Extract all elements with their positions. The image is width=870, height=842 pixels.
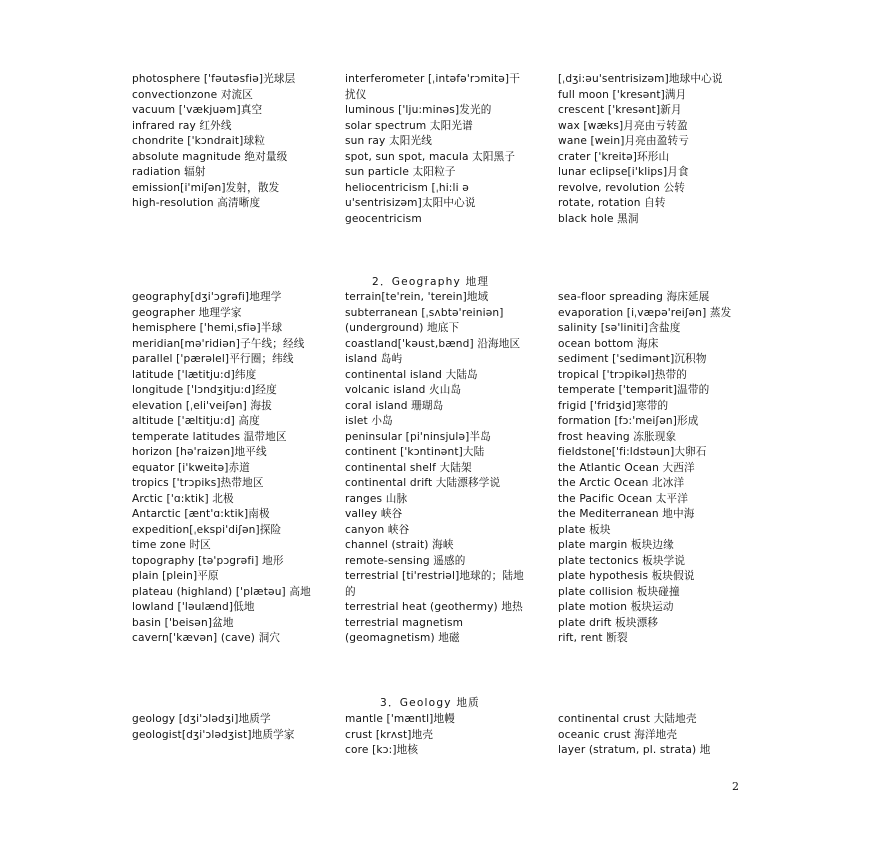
astronomy-column-2 (345, 72, 530, 227)
vocab-entry: black hole 黑洞 (558, 212, 639, 225)
vocab-entry: peninsular [pi'ninsjulə]半岛 (345, 430, 491, 443)
vocab-entry: coastland['kəust,bænd] 沿海地区 (345, 337, 521, 350)
vocab-entry: absolute magnitude 绝对量级 (132, 150, 288, 163)
vocab-entry: tropics ['trɔpiks]热带地区 (132, 477, 264, 489)
vocab-entry: [ˌdʒi:əu'sentrisizəm]地球中心说 (558, 73, 723, 85)
vocab-entry: the Pacific Ocean 太平洋 (558, 492, 688, 505)
vocab-entry: revolve, revolution 公转 (558, 181, 686, 194)
vocab-entry: subterranean [ˌsʌbtə'reiniən] (underground) 地底下 (345, 306, 504, 334)
vocab-entry: Antarctic [ænt'ɑ:ktik]南极 (132, 508, 270, 520)
vocab-entry: convectionzone 对流区 (132, 88, 254, 101)
vocab-entry: continental drift 大陆漂移学说 (345, 477, 501, 489)
vocab-entry: oceanic crust 海洋地壳 (558, 728, 678, 741)
vocab-entry: ranges 山脉 (345, 492, 408, 505)
vocab-entry: frost heaving 冻胀现象 (558, 430, 677, 443)
geology-column-3 (558, 712, 743, 759)
geology-column-1 (132, 712, 317, 759)
vocab-entry: basin ['beisən]盆地 (132, 616, 234, 629)
vocab-entry: islet 小岛 (345, 415, 393, 427)
vocab-entry: radiation 辐射 (132, 166, 206, 178)
vocab-entry: the Mediterranean 地中海 (558, 508, 695, 520)
astronomy-column-3 (558, 72, 743, 227)
vocab-entry: rift, rent 断裂 (558, 632, 628, 644)
vocab-entry: sediment ['sedimənt]沉积物 (558, 353, 707, 365)
vocab-entry: geographer 地理学家 (132, 306, 242, 319)
vocab-entry: full moon ['kresənt]满月 (558, 88, 687, 101)
vocab-entry: topography [tə'pɔgrəfi] 地形 (132, 554, 284, 567)
vocab-entry: interferometer [ˌintəfə'rɔmitə]干扰仪 (345, 73, 520, 101)
vocab-entry: luminous ['lju:minəs]发光的 (345, 104, 492, 116)
vocab-entry: island 岛屿 (345, 353, 403, 365)
vocab-entry: plate tectonics 板块学说 (558, 554, 686, 567)
vocab-entry: plate hypothesis 板块假说 (558, 570, 695, 582)
vocab-entry: geocentricism (345, 212, 422, 225)
vocab-entry: expedition[ˌekspi'diʃən]探险 (132, 523, 282, 536)
vocab-entry: continental shelf 大陆架 (345, 461, 472, 474)
vocab-entry: elevation [ˌeli'veiʃən] 海拔 (132, 399, 272, 412)
vocab-entry: meridian[mə'ridiən]子午线；经线 (132, 337, 305, 350)
geology-block (132, 712, 743, 759)
vocab-entry: sun ray 太阳光线 (345, 135, 432, 147)
vocab-entry: solar spectrum 太阳光谱 (345, 119, 473, 132)
vocab-entry: emission[i'miʃən]发射，散发 (132, 181, 280, 194)
vocab-entry: plate 板块 (558, 523, 611, 536)
vocab-entry: ocean bottom 海床 (558, 337, 659, 350)
vocab-entry: time zone 时区 (132, 539, 211, 551)
vocab-entry: evaporation [iˌvæpə'reiʃən] 蒸发 (558, 306, 732, 319)
geology-column-2 (345, 712, 530, 759)
vocab-entry: frigid ['fridʒid]寒带的 (558, 399, 669, 412)
vocab-entry: fieldstone['fi:ldstəun]大卵石 (558, 446, 707, 458)
vocab-entry: layer (stratum, pl. strata) 地 (558, 744, 711, 756)
vocab-entry: lunar eclipse[i'klips]月食 (558, 166, 689, 178)
vocab-entry: photosphere ['fəutəsfiə]光球层 (132, 73, 296, 85)
vocab-entry: parallel ['pærəlel]平行圈；纬线 (132, 353, 294, 365)
vocab-entry: geologist[dʒi'ɔlədʒist]地质学家 (132, 728, 295, 741)
vocab-entry: horizon [hə'raizən]地平线 (132, 446, 267, 458)
vocab-entry: vacuum ['vækjuəm]真空 (132, 104, 263, 116)
vocab-entry: hemisphere ['hemiˌsfiə]半球 (132, 322, 283, 334)
page-number: 2 (732, 780, 739, 793)
vocab-entry: sea-floor spreading 海床延展 (558, 291, 710, 303)
vocab-entry: rotate, rotation 自转 (558, 197, 666, 209)
vocab-entry: plate margin 板块边缘 (558, 539, 674, 551)
vocab-entry: infrared ray 红外线 (132, 119, 232, 132)
vocab-entry: latitude ['lætitju:d]纬度 (132, 368, 257, 381)
vocab-entry: continental island 大陆岛 (345, 368, 478, 381)
vocab-entry: altitude ['æltitju:d] 高度 (132, 415, 260, 427)
geology-heading: 3．Geology 地质 (380, 697, 480, 709)
vocab-entry: crater ['kreitə]环形山 (558, 150, 670, 163)
vocab-entry: salinity [sə'liniti]含盐度 (558, 322, 681, 334)
vocab-entry: canyon 峡谷 (345, 523, 410, 536)
vocab-entry: remote-sensing 遥感的 (345, 554, 466, 567)
vocab-entry: tropical ['trɔpikəl]热带的 (558, 368, 688, 381)
vocab-entry: plain [plein]平原 (132, 570, 219, 582)
vocab-entry: plate motion 板块运动 (558, 601, 674, 613)
vocab-entry: chondrite ['kɔndrait]球粒 (132, 135, 265, 147)
vocab-entry: geology [dʒi'ɔlədʒi]地质学 (132, 713, 271, 725)
vocab-entry: terrestrial magnetism (geomagnetism) 地磁 (345, 616, 464, 644)
vocab-entry: channel (strait) 海峡 (345, 539, 454, 551)
vocab-entry: high-resolution 高清晰度 (132, 197, 261, 209)
astronomy-column-1 (132, 72, 317, 227)
vocab-entry: cavern['kævən] (cave) 洞穴 (132, 632, 281, 644)
vocab-entry: wane [wein]月亮由盈转亏 (558, 135, 689, 147)
vocab-entry: wax [wæks]月亮由亏转盈 (558, 119, 688, 132)
vocab-entry: sun particle 太阳粒子 (345, 166, 456, 178)
vocab-entry: valley 峡谷 (345, 508, 403, 520)
vocab-entry: crescent ['kresənt]新月 (558, 104, 682, 116)
geography-column-2 (345, 290, 530, 647)
geography-heading: 2．Geography 地理 (372, 276, 490, 288)
vocab-entry: longitude ['lɔndʒitju:d]经度 (132, 384, 277, 396)
geography-column-1 (132, 290, 317, 647)
vocab-entry: equator [i'kweitə]赤道 (132, 461, 251, 474)
vocab-entry: continent ['kɔntinənt]大陆 (345, 446, 485, 458)
vocab-entry: mantle ['mæntl]地幔 (345, 713, 455, 725)
vocab-entry: Arctic ['ɑ:ktik] 北极 (132, 492, 234, 505)
vocab-entry: geography[dʒi'ɔgrəfi]地理学 (132, 291, 282, 303)
vocab-entry: spot, sun spot, macula 太阳黑子 (345, 150, 516, 163)
vocab-entry: crust [krʌst]地壳 (345, 728, 434, 741)
geography-column-3 (558, 290, 743, 647)
vocab-entry: the Arctic Ocean 北冰洋 (558, 477, 685, 489)
vocab-entry: temperate latitudes 温带地区 (132, 430, 287, 443)
vocab-entry: the Atlantic Ocean 大西洋 (558, 461, 695, 474)
vocab-entry: terrestrial heat (geothermy) 地热 (345, 601, 523, 613)
vocab-entry: plate drift 板块漂移 (558, 616, 659, 629)
geography-block (132, 290, 743, 647)
vocab-entry: plateau (highland) ['plætəu] 高地 (132, 585, 311, 598)
vocab-entry: terrain[te'rein, 'terein]地域 (345, 291, 489, 303)
vocab-entry: coral island 珊瑚岛 (345, 399, 444, 412)
vocab-entry: continental crust 大陆地壳 (558, 713, 697, 725)
vocab-entry: lowland ['ləulænd]低地 (132, 601, 255, 613)
vocab-entry: plate collision 板块碰撞 (558, 585, 680, 598)
vocab-entry: temperate ['tempərit]温带的 (558, 384, 710, 396)
astronomy-block (132, 72, 743, 227)
vocab-entry: formation [fɔ:'meiʃən]形成 (558, 415, 699, 427)
vocab-entry: volcanic island 火山岛 (345, 384, 462, 396)
vocab-entry: heliocentricism [ˌhi:li ə u'sentrisizəm]太阳中心说 (345, 181, 476, 209)
vocab-entry: core [kɔ:]地核 (345, 744, 419, 756)
vocab-entry: terrestrial [ti'restriəl]地球的；陆地的 (345, 570, 524, 598)
